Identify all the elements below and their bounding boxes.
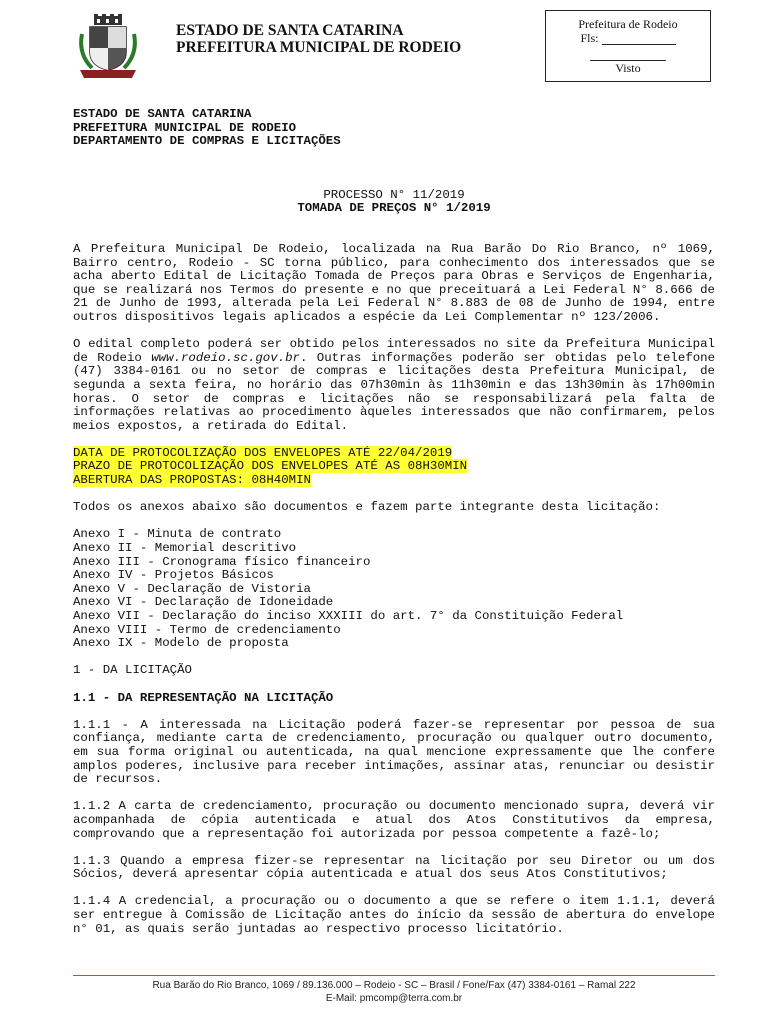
list-item: Anexo VIII - Termo de credenciamento	[73, 622, 341, 637]
stamp-fls-field	[602, 44, 676, 45]
list-item: Anexo V - Declaração de Vistoria	[73, 581, 311, 596]
list-item: Anexo VII - Declaração do inciso XXXIII do art. 7° da Constituição Federal	[73, 609, 624, 623]
list-item: Anexo IX - Modelo de proposta	[73, 636, 289, 651]
list-item: Anexo III - Cronograma físico financeiro	[73, 554, 371, 569]
date-protocol: DATA DE PROTOCOLIZAÇÃO DOS ENVELOPES ATÉ 22/04/2019	[73, 445, 453, 460]
org-municipality: PREFEITURA MUNICIPAL DE RODEIO	[73, 120, 297, 135]
list-item: Anexo I - Minuta de contrato	[73, 527, 282, 542]
stamp-visto-rule-line	[546, 47, 710, 61]
paragraph-1-1-2: 1.1.2 A carta de credenciamento, procuração ou documento mencionado supra, deverá vir acompanhada de cópia autenticada e atual dos Atos Constitutivos da empresa, comprovando que a representação foi autorizada por pessoa competente a fazê-lo;	[73, 799, 715, 841]
footer-address: Rua Barão do Rio Branco, 1069 / 89.136.000 – Rodeio - SC – Brasil / Fone/Fax (47) 3384-0161 – Ramal 222	[152, 980, 636, 991]
stamp-fls-label: Fls:	[580, 31, 599, 45]
org-state: ESTADO DE SANTA CATARINA	[73, 107, 252, 121]
paragraph-1-1-4: 1.1.4 A credencial, a procuração ou o documento a que se refere o item 1.1.1, deverá ser entregue à Comissão de Licitação antes do início da sessão de abertura do envelope n° 01, as quais serão juntadas ao respectivo processo licitatório.	[73, 894, 715, 936]
footer-divider	[73, 975, 715, 976]
edital-paragraph	[73, 338, 715, 433]
intro-paragraph: A Prefeitura Municipal De Rodeio, localizada na Rua Barão Do Rio Branco, nº 1069, Bairro centro, Rodeio - SC torna público, para conhecimento dos interessados que se acha aberto Edital de Licitação Tomada de Preços para Obras e Serviços de Engenharia, que se realizará nos Termos do presente e no que preceituará a Lei Federal N° 8.666 de 21 de Junho de 1993, alterada pela Lei Federal N° 8.883 de 08 de Junho de 1994, entre outros dispositivos legais aplicados a espécie da Lei Complementar nº 123/2006.	[73, 241, 715, 324]
stamp-visto-field	[590, 52, 666, 61]
list-item: Anexo IV - Projetos Básicos	[73, 568, 274, 583]
footer-email: E-Mail: pmcomp@terra.com.br	[325, 993, 463, 1004]
deadline-protocol: PRAZO DE PROTOCOLIZAÇÃO DOS ENVELOPES ATÉ AS 08H30MIN	[73, 459, 468, 474]
edital-text-2: . Outras informações poderão ser obtidas pelo telefone (47) 3384-0161 ou no setor de compras e licitações desta Prefeitura Municipal, de segunda a sexta feira, no horário das 07h30min às 11h30min e das 13h30min às 17h00min horas. O setor de compras e licitações não se responsabilizará pela falta de informações relativas ao procedimento àqueles interessados que não confirmarem, pelos meios expostos, a retirada do Edital.	[73, 350, 716, 433]
list-item: Anexo II - Memorial descritivo	[73, 541, 297, 556]
header-state: ESTADO DE SANTA CATARINA	[176, 22, 404, 39]
org-department: DEPARTAMENTO DE COMPRAS E LICITAÇÕES	[73, 134, 341, 149]
stamp-title: Prefeitura de Rodeio	[578, 17, 678, 31]
processo-number: PROCESSO N° 11/2019	[323, 187, 465, 202]
anexos-list	[73, 528, 715, 650]
header-titles	[176, 22, 461, 56]
footer	[73, 979, 715, 1005]
list-item: Anexo VI - Declaração de Idoneidade	[73, 595, 334, 610]
stamp-visto: Visto	[615, 61, 641, 75]
header-municipality: PREFEITURA MUNICIPAL DE RODEIO	[176, 39, 462, 56]
section-1-heading: 1 - DA LICITAÇÃO	[73, 663, 192, 678]
tomada-de-precos: TOMADA DE PREÇOS N° 1/2019	[297, 201, 491, 216]
municipal-coat-of-arms-icon	[72, 14, 144, 80]
document-body	[73, 108, 715, 936]
edital-site-link[interactable]: www.rodeio.sc.gov.br	[151, 350, 300, 365]
edital-text-1: O edital completo poderá ser obtido pelos interessados no site da Prefeitura Municipal de Rodeio	[73, 337, 715, 365]
stamp-fls-line	[546, 31, 710, 45]
section-1-1-heading: 1.1 - DA REPRESENTAÇÃO NA LICITAÇÃO	[73, 690, 334, 705]
protocol-stamp-box	[545, 10, 711, 82]
anexos-intro: Todos os anexos abaixo são documentos e fazem parte integrante desta licitação:	[73, 500, 661, 515]
paragraph-1-1-3: 1.1.3 Quando a empresa fizer-se representar na licitação por seu Diretor ou um dos Sócios, deverá apresentar cópia autenticada e atual dos seus Atos Constitutivos;	[73, 853, 715, 882]
proposals-opening: ABERTURA DAS PROPOSTAS: 08H40MIN	[73, 473, 311, 488]
dates-block	[73, 447, 715, 488]
paragraph-1-1-1: 1.1.1 - A interessada na Licitação poderá fazer-se representar por pessoa de sua confiança, mediante carta de credenciamento, procuração ou qualquer outro documento, em sua forma original ou autenticada, na qual mencione expressamente que lhe confere amplos poderes, inclusive para receber intimações, assinar atas, renunciar ou desistir de recursos.	[73, 717, 715, 787]
